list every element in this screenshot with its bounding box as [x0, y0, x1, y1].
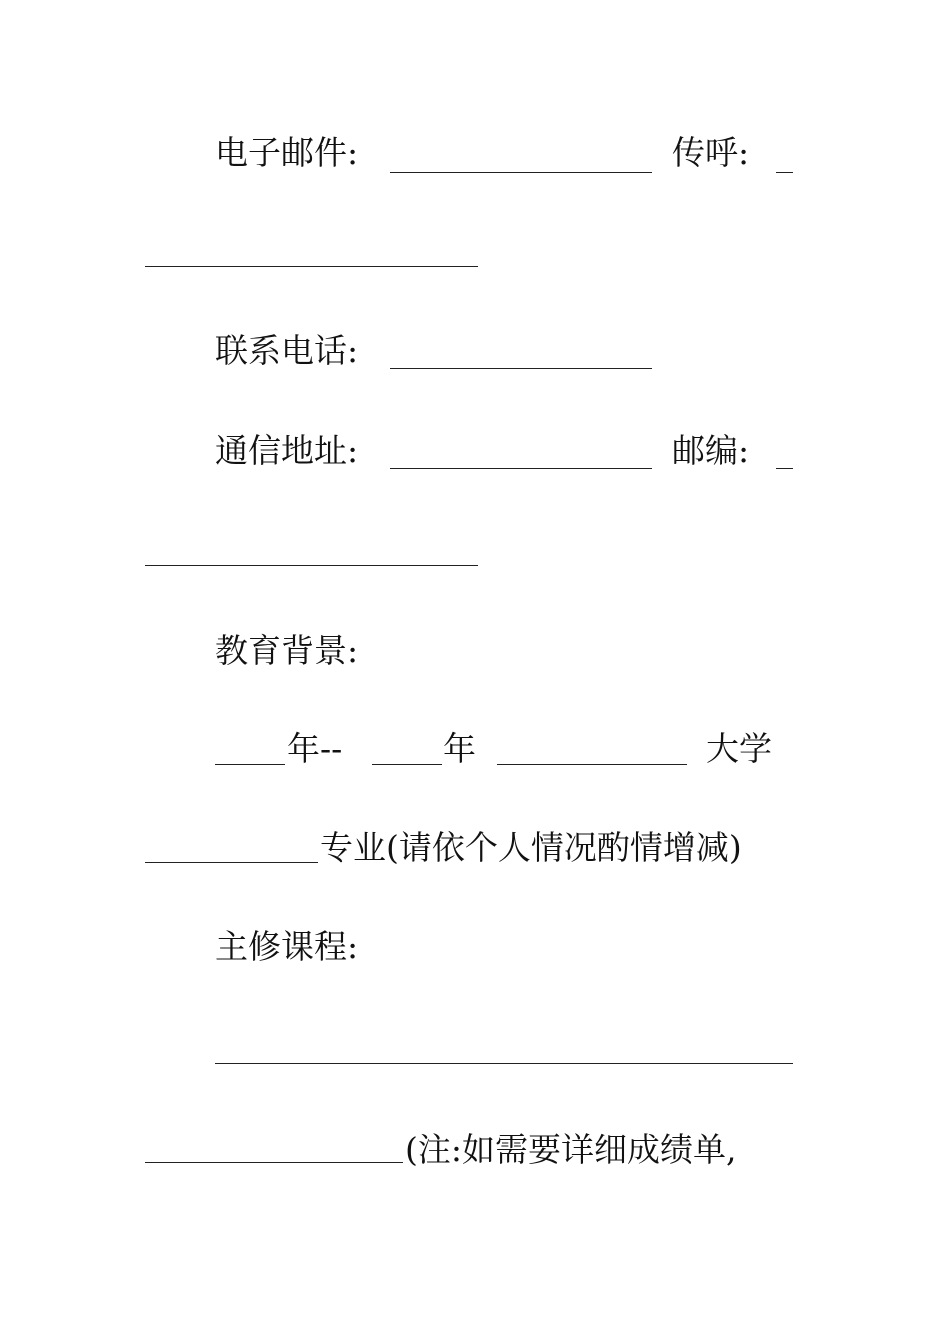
major-field[interactable]	[145, 862, 318, 863]
pager-field-start[interactable]	[776, 172, 793, 173]
pager-field-continued[interactable]	[145, 266, 478, 267]
postcode-label-row	[672, 429, 749, 473]
postcode-label: 邮编:	[672, 431, 750, 470]
major-label-row	[320, 826, 742, 870]
courses-label: 主修课程:	[215, 927, 359, 966]
courses-field[interactable]	[215, 1063, 793, 1064]
note-row	[405, 1128, 736, 1172]
start-year-field[interactable]	[215, 764, 285, 765]
major-label: 专业(请依个人情况酌情增减)	[320, 828, 742, 867]
address-label: 通信地址:	[215, 431, 359, 470]
end-year-field[interactable]	[372, 764, 442, 765]
year-label-2-row	[443, 727, 476, 771]
address-field[interactable]	[390, 468, 652, 469]
phone-label: 联系电话:	[215, 331, 359, 370]
phone-field[interactable]	[390, 368, 652, 369]
postcode-field-continued[interactable]	[145, 565, 478, 566]
address-row	[215, 429, 358, 473]
email-field[interactable]	[390, 172, 652, 173]
email-label: 电子邮件:	[215, 133, 359, 172]
email-row	[215, 131, 358, 175]
university-label: 大学	[706, 729, 772, 768]
year-label-1-row	[287, 727, 342, 771]
education-label: 教育背景:	[215, 631, 359, 670]
university-field[interactable]	[497, 764, 687, 765]
note-text: (注:如需要详细成绩单,	[405, 1130, 737, 1169]
courses-heading	[215, 925, 358, 969]
university-label-row	[706, 727, 772, 771]
year-label-1: 年--	[287, 729, 343, 768]
phone-row	[215, 329, 358, 373]
courses-field-continued[interactable]	[145, 1162, 403, 1163]
pager-label: 传呼:	[672, 133, 750, 172]
pager-label-row	[672, 131, 749, 175]
postcode-field-start[interactable]	[776, 468, 793, 469]
education-heading	[215, 629, 358, 673]
year-label-2: 年	[443, 729, 476, 768]
